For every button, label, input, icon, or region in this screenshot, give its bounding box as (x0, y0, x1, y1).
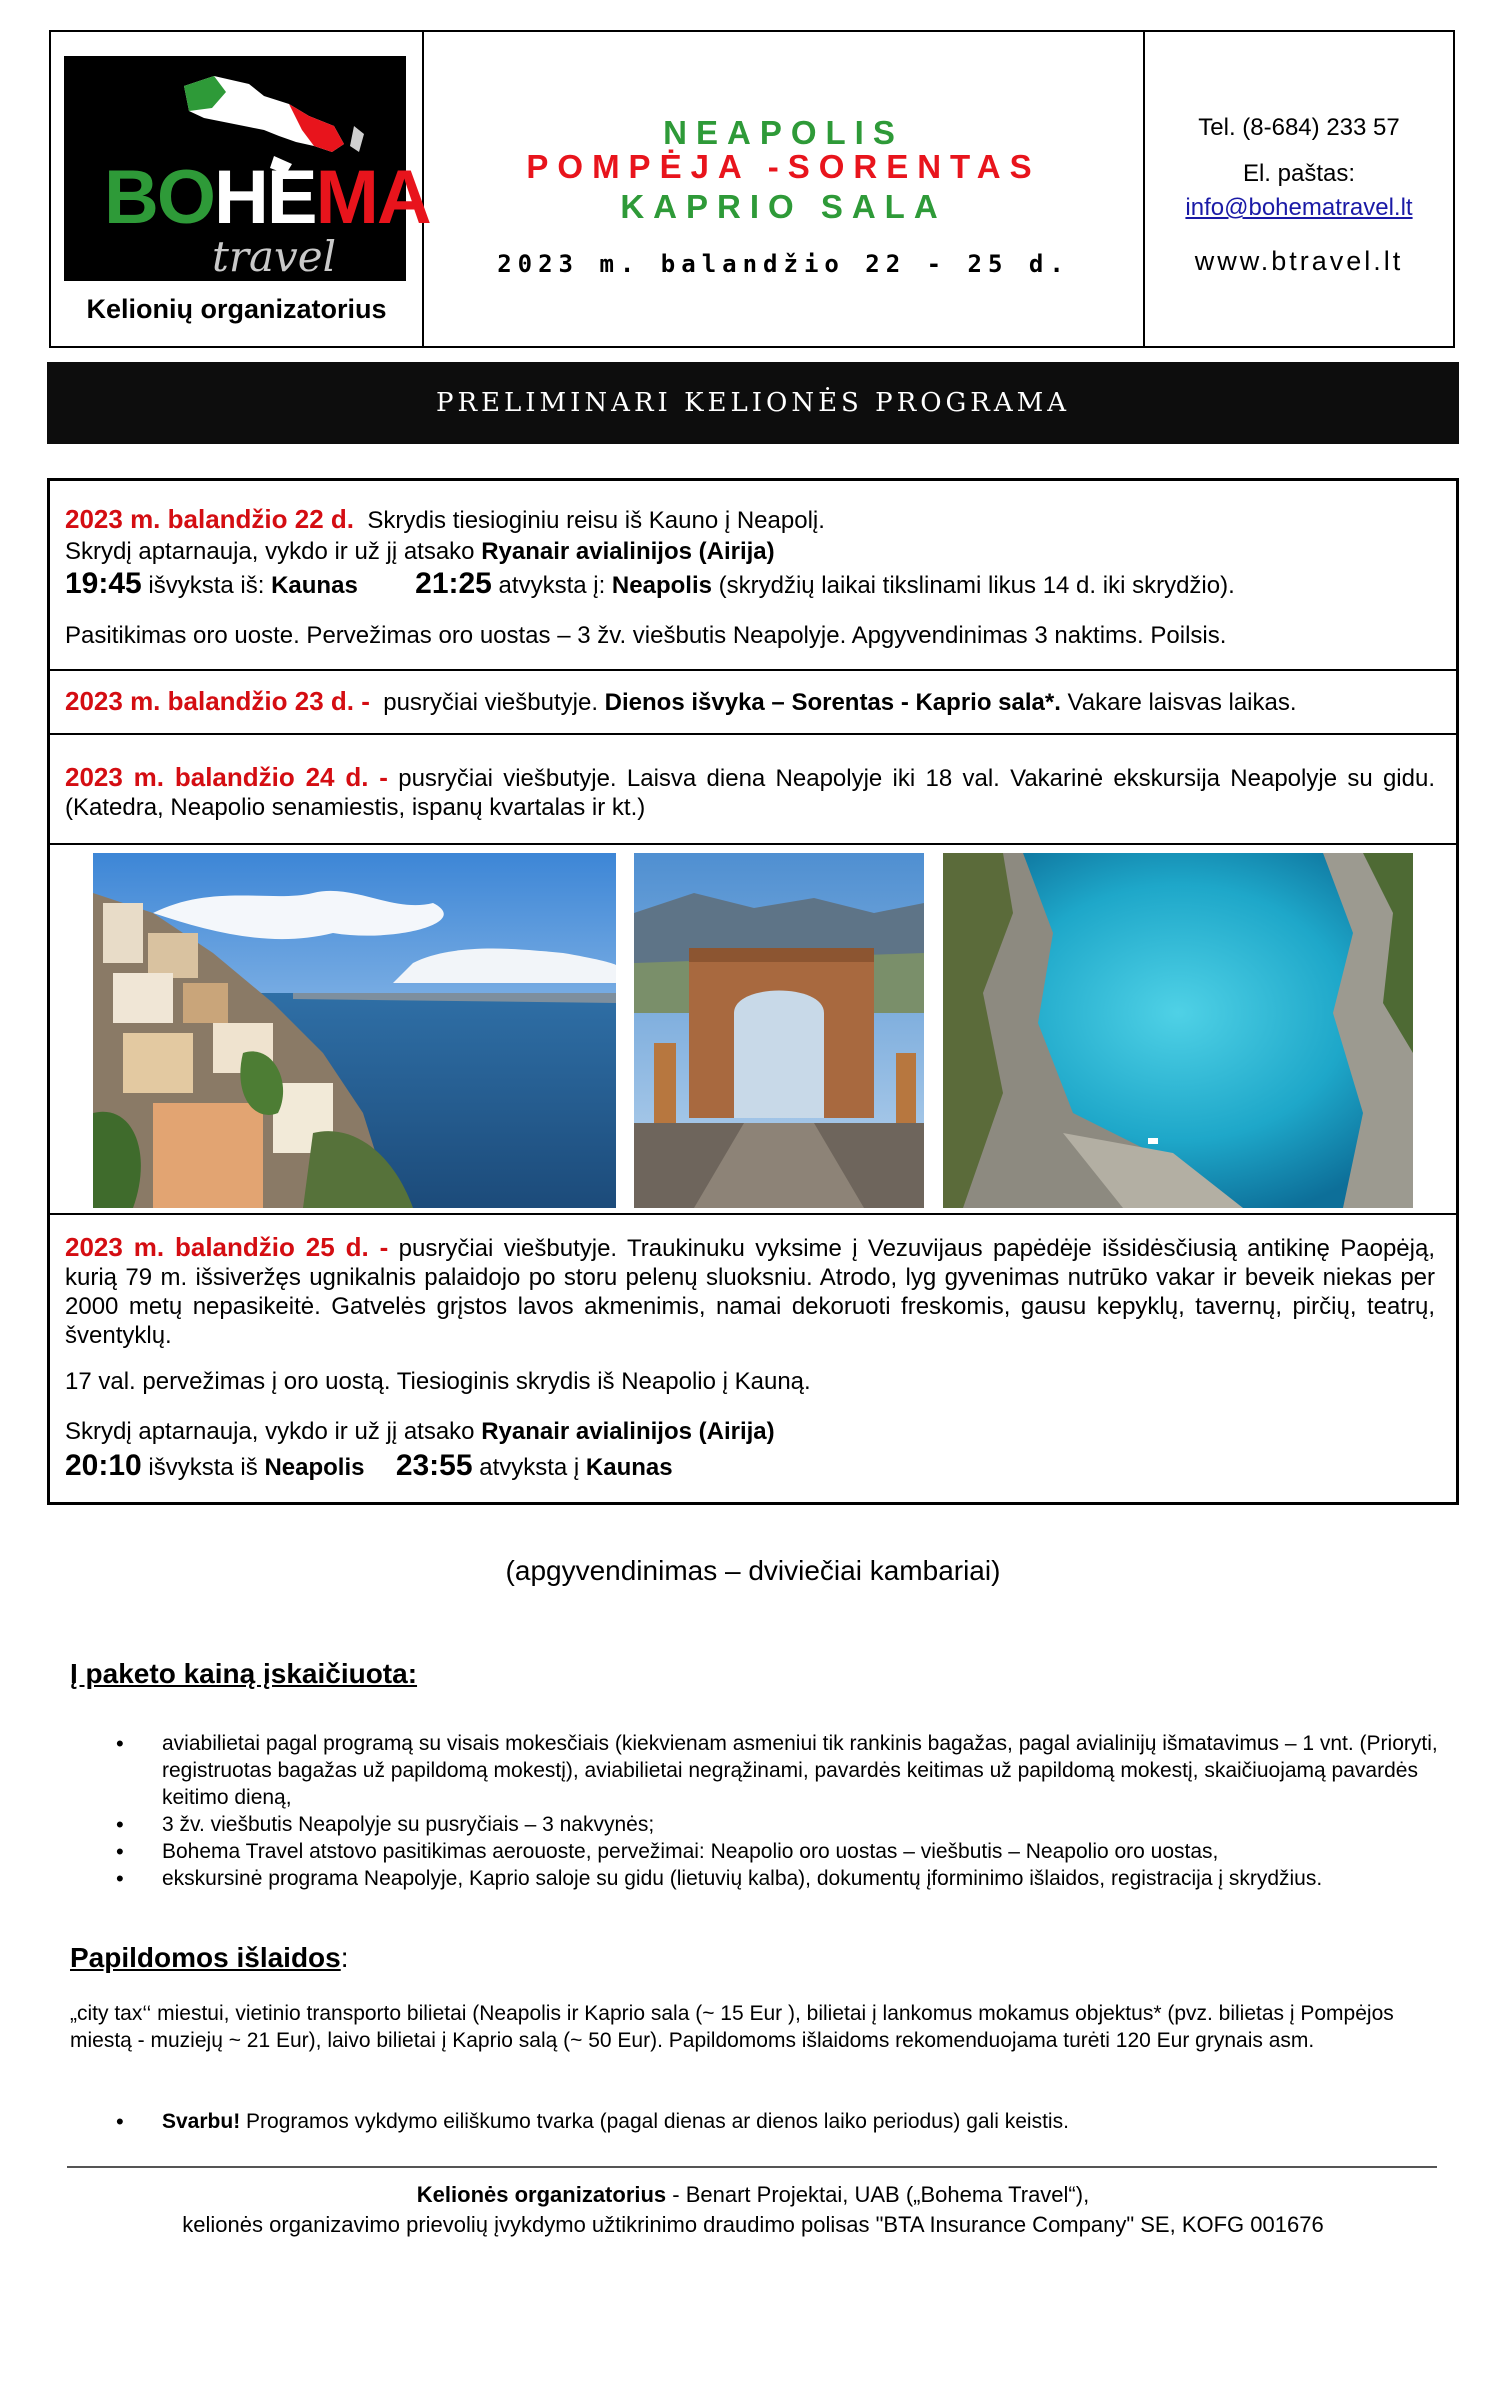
logo-cell (51, 32, 430, 346)
title-line-kaprio: KAPRIO SALA (620, 188, 947, 225)
program-title-band: PRELIMINARI KELIONĖS PROGRAMA (47, 362, 1459, 444)
day4-text: pusryčiai viešbutyje. Traukinuku vyksime į Vezuvijaus papėdėje išsidėsčiusią antikinę Paopėją, kurią 79 m. išsiveržęs ugnikalnis palaidojo po storu pelenų sluoksniu. Atrodo, lyg gyvenimas nutrūko vakar ir beveik niekas per 2000 metų nepasikeitė. Gatvelės grįstos lavos akmenimis, namai dekoruoti freskomis, gausu kepyklų, tavernų, pirčių, teatrų, šventyklų. (65, 1235, 1435, 1349)
included-item: • aviabilietai pagal programą su visais mokesčiais (kiekvienam asmeniui tik rankinis bagažas, pagal avialinijų išmatavimus – 1 vnt. (Prioryti, registruotas bagažas už papildomą mokestį), aviabilietai negrąžinami, pavardės keitimas už papildomą mokestį, skaičiuojamą pavardės keitimo dieną, (70, 1730, 1480, 1811)
bohema-logo (64, 56, 430, 281)
day4-dep-label: išvyksta iš (148, 1454, 258, 1481)
day1-operator-line (65, 537, 1435, 566)
day1-operator-pre: Skrydį aptarnauja, vykdo ir už jį atsako (65, 538, 475, 565)
day1-operator: Ryanair avialinijos (Airija) (481, 538, 775, 565)
included-item: • Bohema Travel atstovo pasitikimas aerouoste, pervežimai: Neapolio oro uostas – viešbutis – Neapolio oro uostas, (70, 1838, 1480, 1865)
extra-title-line (70, 1942, 349, 1974)
logo-brand-text: BOHEMA (104, 155, 430, 240)
day3-line (65, 763, 1435, 822)
contact-cell (1145, 32, 1453, 346)
included-item: • 3 žv. viešbutis Neapolyje su pusryčiais – 3 nakvynės; (70, 1811, 1480, 1838)
footer-divider (67, 2166, 1437, 2168)
day4-dep-time: 20:10 (65, 1449, 142, 1482)
title-cell (424, 32, 1145, 346)
extra-text: „city tax‘‘ miestui, vietinio transporto bilietai (Neapolis ir Kaprio sala (~ 15 Eur ), bilietai į lankomus mokamus objektus* (pvz. bilietas į Pompėjos miestą - muziejų ~ 21 Eur), laivo bilietai į Kaprio salą (~ 50 Eur). Papildomoms išlaidoms rekomenduojama turėti 120 Eur grynais asm. (70, 2002, 1394, 2052)
day1-arr-label: atvyksta į: (498, 572, 606, 599)
row-divider (50, 1213, 1456, 1215)
day4-operator: Ryanair avialinijos (Airija) (481, 1418, 775, 1445)
day4-arr-city: Kaunas (585, 1454, 673, 1481)
trip-dates: 2023 m. balandžio 22 - 25 d. (497, 250, 1070, 278)
day1-dep-time: 19:45 (65, 567, 142, 600)
day4-transfer: 17 val. pervežimas į oro uostą. Tiesioginis skrydis iš Neapolio į Kauną. (65, 1368, 811, 1395)
day2-post: Vakare laisvas laikas. (1067, 689, 1297, 716)
title-line-neapolis: NEAPOLIS (663, 114, 904, 151)
important-text: Programos vykdymo eiliškumo tvarka (pagal dienas ar dienos laiko periodus) gali keistis. (246, 2110, 1069, 2133)
day2-pre: pusryčiai viešbutyje. (383, 689, 598, 716)
day1-dep-label: išvyksta iš: (148, 572, 265, 599)
day1-arr-time: 21:25 (415, 567, 492, 600)
day4-arr-time: 23:55 (395, 1449, 473, 1482)
day3-date: 2023 m. balandžio 24 d. - (65, 762, 388, 792)
header-box (49, 30, 1455, 348)
day4-flight-line (65, 1451, 1435, 1482)
footer-insurance: kelionės organizavimo prievolių įvykdymo užtikrinimo draudimo polisas "BTA Insurance Company" SE, KOFG 001676 (182, 2212, 1324, 2237)
title-line-pompeja: POMPĖJA -SORENTAS (526, 148, 1041, 185)
extra-colon: : (340, 1942, 349, 1973)
day2-line (65, 687, 1435, 717)
day1-details: Pasitikimas oro uoste. Pervežimas oro uostas – 3 žv. viešbutis Neapolyje. Apgyvendinimas 3 naktims. Poilsis. (65, 622, 1227, 649)
day3-text: pusryčiai viešbutyje. Laisva diena Neapolyje iki 18 val. Vakarinė ekskursija Neapolyje su gidu. (Katedra, Neapolio senamiestis, ispanų kvartalas ir kt.) (65, 765, 1435, 821)
row-divider (50, 669, 1456, 671)
phone: Tel. (8-684) 233 57 (1198, 114, 1400, 141)
day1-date: 2023 m. balandžio 22 d. (65, 504, 354, 534)
website[interactable]: www.btravel.lt (1194, 246, 1404, 276)
logo-caption: Kelionių organizatorius (86, 294, 387, 324)
email-label: El. paštas: (1242, 160, 1356, 187)
day4-operator-pre: Skrydį aptarnauja, vykdo ir už jį atsako (65, 1418, 475, 1445)
day1-arr-city: Neapolis (611, 572, 712, 599)
included-list (70, 1730, 1480, 1892)
included-title: Į paketo kainą įskaičiuota: (70, 1658, 418, 1689)
important-list (70, 2108, 1480, 2135)
row-divider (50, 733, 1456, 735)
day1-intro: Skrydis tiesioginiu reisu iš Kauno į Neapolį. (367, 507, 825, 534)
day2-date: 2023 m. balandžio 23 d. - (65, 686, 370, 716)
pompeii-arch-photo (634, 853, 924, 1208)
day4-paragraph (65, 1233, 1435, 1350)
email-link[interactable]: info@bohematravel.lt (1185, 194, 1413, 221)
footer-organizer (0, 2182, 1506, 2208)
day4-arr-label: atvyksta į (479, 1454, 580, 1481)
important-item (70, 2108, 1480, 2135)
important-label: Svarbu! (162, 2110, 241, 2133)
program-table (47, 478, 1459, 1505)
extra-title: Papildomos išlaidos (70, 1942, 341, 1973)
logo-script-text: travel (212, 232, 337, 281)
row-divider (50, 843, 1456, 845)
footer-org-text: - Benart Projektai, UAB („Bohema Travel“), (666, 2182, 1090, 2207)
day4-date: 2023 m. balandžio 25 d. - (65, 1232, 389, 1262)
day4-dep-city: Neapolis (264, 1454, 365, 1481)
day4-operator-line (65, 1417, 1435, 1446)
day1-line1 (65, 505, 1435, 535)
day1-dep-city: Kaunas (271, 572, 358, 599)
naples-coast-photo (93, 853, 616, 1208)
accommodation-note: (apgyvendinimas – dviviečiai kambariai) (505, 1555, 1001, 1586)
day1-flight-line (65, 569, 1435, 600)
footer-org-label: Kelionės organizatorius (416, 2182, 667, 2207)
day2-excursion: Dienos išvyka – Sorentas - Kaprio sala*. (604, 689, 1061, 716)
capri-cove-photo (943, 853, 1413, 1208)
day1-note: (skrydžių laikai tikslinami likus 14 d. iki skrydžio). (718, 572, 1235, 599)
included-item: • ekskursinė programa Neapolyje, Kaprio saloje su gidu (lietuvių kalba), dokumentų įforminimo išlaidos, registracija į skrydžius. (70, 1865, 1480, 1892)
